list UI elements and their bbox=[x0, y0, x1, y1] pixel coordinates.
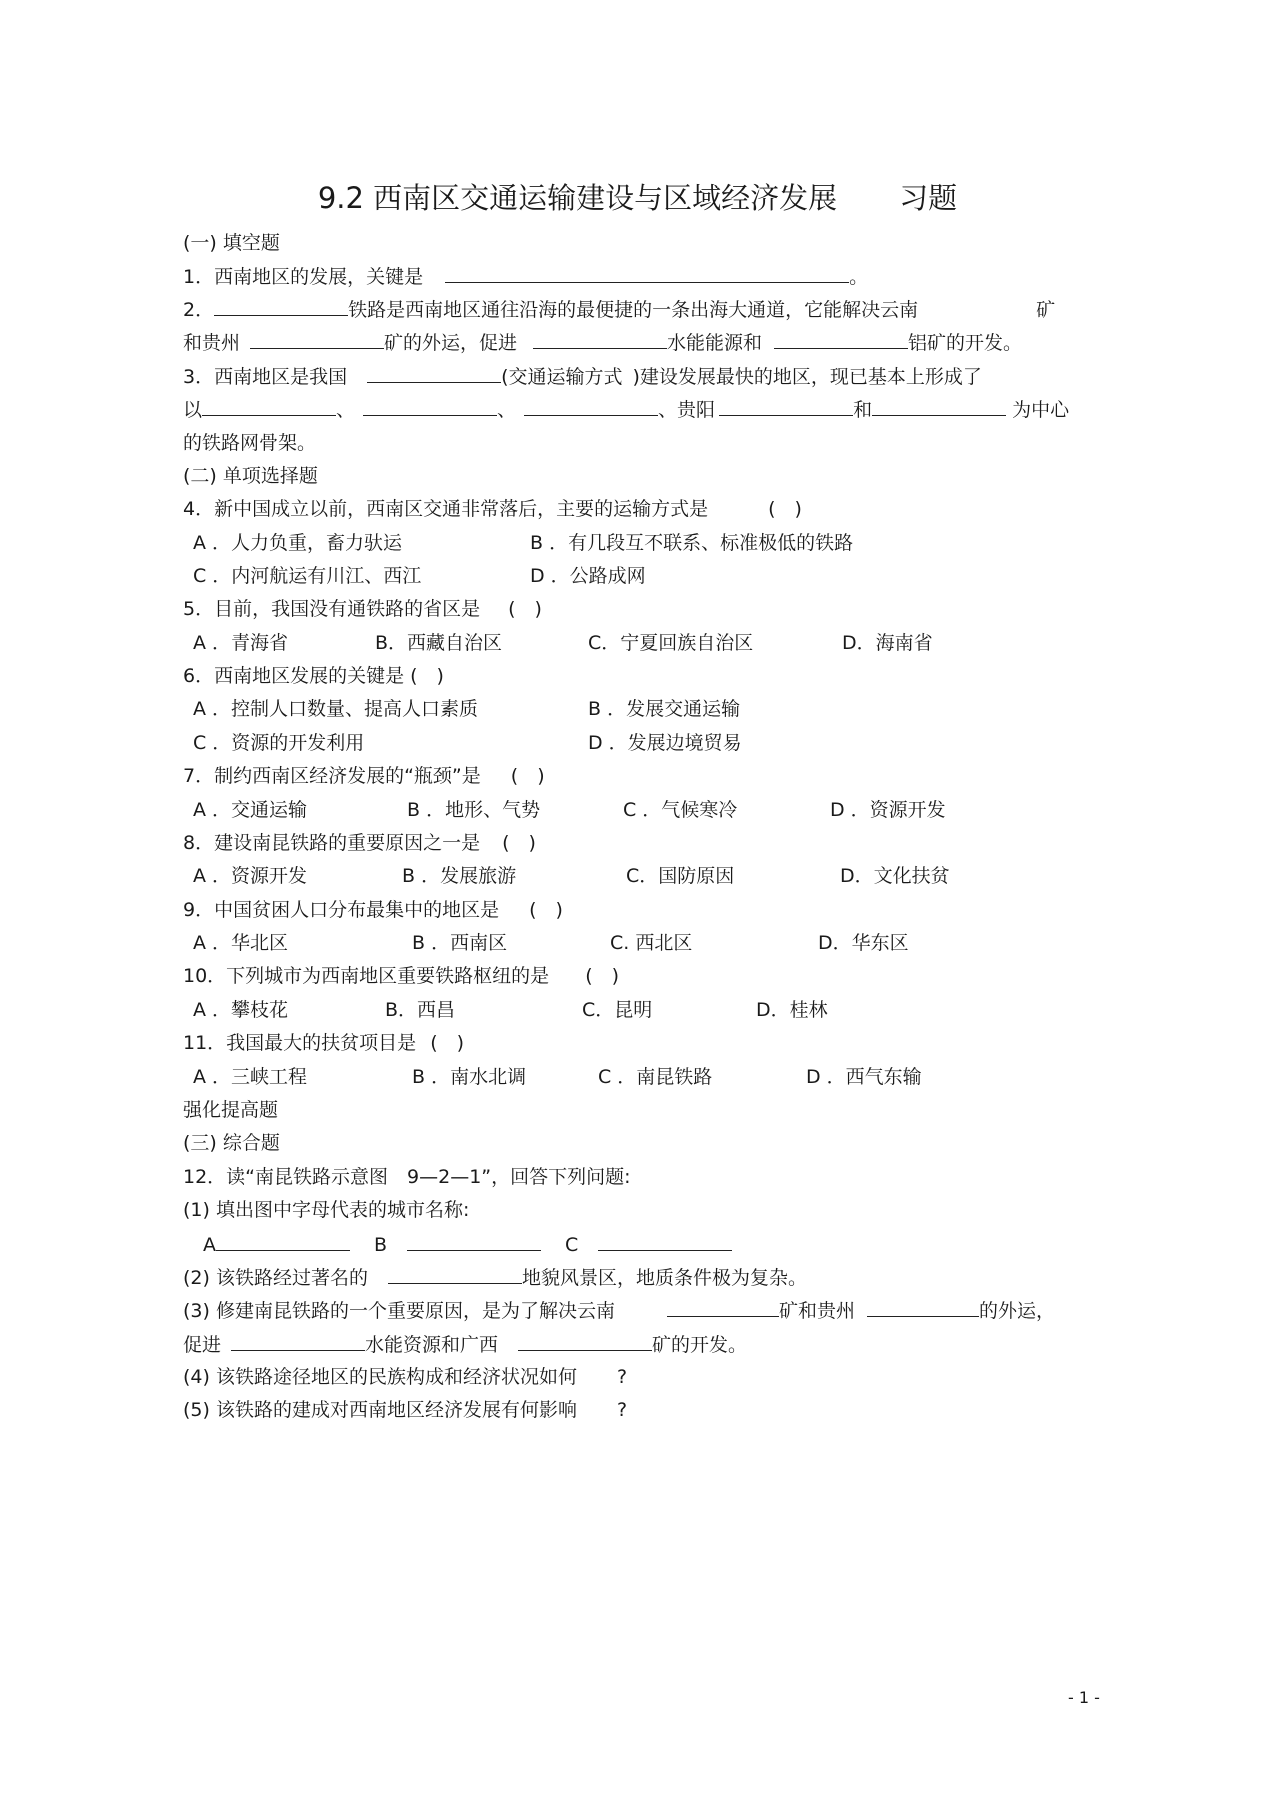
answer-blank bbox=[214, 297, 348, 316]
question-8-stem: 8．建设南昆铁路的重要原因之一是 ( ) bbox=[183, 832, 536, 854]
title-suffix: 习题 bbox=[899, 181, 958, 215]
answer-blank bbox=[719, 397, 853, 416]
option: C ．内河航运有川江、西江 bbox=[193, 565, 422, 587]
question-2-line-1: 2． 铁路是西南地区通往沿海的最便捷的一条出海大通道，它能解决云南 矿 bbox=[183, 299, 1056, 321]
answer-blank bbox=[407, 1232, 541, 1251]
question-4-stem: 4．新中国成立以前，西南区交通非常落后，主要的运输方式是 ( ) bbox=[183, 498, 802, 520]
question-12-part-5: (5) 该铁路的建成对西南地区经济发展有何影响 ? bbox=[183, 1399, 628, 1421]
option: A ．控制人口数量、提高人口素质 bbox=[193, 698, 479, 720]
option: A ．华北区 bbox=[193, 932, 289, 954]
option: C ．气候寒冷 bbox=[623, 799, 738, 821]
answer-blank bbox=[445, 264, 849, 283]
option: B ．西南区 bbox=[412, 932, 508, 954]
question-12-stem: 12．读“南昆铁路示意图 9—2—1”，回答下列问题: bbox=[183, 1166, 631, 1188]
answer-blank bbox=[872, 397, 1006, 416]
question-12-part-1: (1) 填出图中字母代表的城市名称: bbox=[183, 1199, 470, 1221]
question-9-stem: 9．中国贫困人口分布最集中的地区是 ( ) bbox=[183, 899, 563, 921]
answer-blank bbox=[867, 1298, 979, 1317]
section-enhance: 强化提高题 bbox=[183, 1099, 279, 1121]
option: A ．青海省 bbox=[193, 632, 289, 654]
option: C. 西北区 bbox=[610, 932, 693, 954]
option: D．华东区 bbox=[818, 932, 909, 954]
option: B．西昌 bbox=[385, 999, 456, 1021]
option: A ．攀枝花 bbox=[193, 999, 289, 1021]
section-choice: (二) 单项选择题 bbox=[183, 465, 318, 487]
option: D ．公路成网 bbox=[530, 565, 646, 587]
section-comprehensive: (三) 综合题 bbox=[183, 1132, 280, 1154]
section-fill: (一) 填空题 bbox=[183, 232, 280, 254]
option: A ．人力负重，畜力驮运 bbox=[193, 532, 403, 554]
option: B ．发展旅游 bbox=[402, 865, 517, 887]
option: C．昆明 bbox=[582, 999, 653, 1021]
option: D ．西气东输 bbox=[806, 1066, 922, 1088]
answer-blank bbox=[216, 1232, 350, 1251]
page-title bbox=[0, 176, 1275, 217]
question-12-part-1-blanks: A B C bbox=[203, 1232, 732, 1257]
option: B ．有几段互不联系、标准极低的铁路 bbox=[530, 532, 854, 554]
answer-blank bbox=[598, 1232, 732, 1251]
question-12-part-3-line-2: 促进 水能资源和广西 矿的开发。 bbox=[183, 1334, 748, 1356]
answer-blank bbox=[250, 330, 384, 349]
question-10-stem: 10．下列城市为西南地区重要铁路枢纽的是 ( ) bbox=[183, 965, 620, 987]
option: C ．南昆铁路 bbox=[598, 1066, 713, 1088]
answer-blank bbox=[524, 397, 658, 416]
question-3-line-1: 3．西南地区是我国 (交通运输方式 )建设发展最快的地区，现已基本上形成了 bbox=[183, 366, 982, 388]
title-main: 9.2 西南区交通运输建设与区域经济发展 bbox=[317, 181, 838, 215]
question-5-stem: 5．目前，我国没有通铁路的省区是 ( ) bbox=[183, 598, 542, 620]
answer-blank bbox=[367, 364, 501, 383]
option: A ．资源开发 bbox=[193, 865, 308, 887]
question-11-stem: 11．我国最大的扶贫项目是 ( ) bbox=[183, 1032, 465, 1054]
option: B ．南水北调 bbox=[412, 1066, 527, 1088]
page-number: - 1 - bbox=[1068, 1688, 1100, 1707]
question-12-part-3-line-1: (3) 修建南昆铁路的一个重要原因，是为了解决云南 矿和贵州 的外运， bbox=[183, 1300, 1055, 1322]
option: B ．发展交通运输 bbox=[588, 698, 741, 720]
option: B．西藏自治区 bbox=[375, 632, 503, 654]
option: A ．交通运输 bbox=[193, 799, 308, 821]
option: C．宁夏回族自治区 bbox=[588, 632, 754, 654]
question-1: 1．西南地区的发展，关键是 。 bbox=[183, 266, 869, 288]
option: D．海南省 bbox=[842, 632, 933, 654]
option: D ．发展边境贸易 bbox=[588, 732, 742, 754]
question-12-part-2: (2) 该铁路经过著名的 地貌风景区，地质条件极为复杂。 bbox=[183, 1267, 807, 1289]
question-3-line-2: 以 、 、 、贵阳 和 为中心 bbox=[183, 399, 1070, 421]
question-12-part-4: (4) 该铁路途径地区的民族构成和经济状况如何 ? bbox=[183, 1366, 628, 1388]
answer-blank bbox=[533, 330, 667, 349]
answer-blank bbox=[667, 1298, 779, 1317]
option: C．国防原因 bbox=[626, 865, 735, 887]
answer-blank bbox=[363, 397, 497, 416]
option: A ．三峡工程 bbox=[193, 1066, 308, 1088]
option: C ．资源的开发利用 bbox=[193, 732, 365, 754]
question-6-stem: 6．西南地区发展的关键是 ( ) bbox=[183, 665, 444, 687]
answer-blank bbox=[518, 1332, 652, 1351]
option: D ．资源开发 bbox=[830, 799, 946, 821]
option: B ．地形、气势 bbox=[407, 799, 541, 821]
answer-blank bbox=[231, 1332, 365, 1351]
question-2-line-2: 和贵州 矿的外运，促进 水能能源和 铝矿的开发。 bbox=[183, 332, 1023, 354]
answer-blank bbox=[202, 397, 336, 416]
option: D．文化扶贫 bbox=[840, 865, 950, 887]
answer-blank bbox=[774, 330, 908, 349]
question-3-line-3: 的铁路网骨架。 bbox=[183, 432, 317, 454]
answer-blank bbox=[388, 1265, 522, 1284]
option: D．桂林 bbox=[756, 999, 828, 1021]
question-7-stem: 7．制约西南区经济发展的“瓶颈”是 ( ) bbox=[183, 765, 545, 787]
